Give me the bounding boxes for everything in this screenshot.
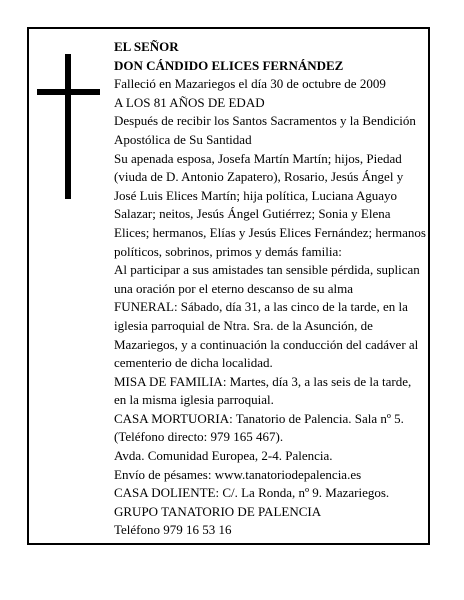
title-line-1: EL SEÑOR <box>114 39 179 54</box>
sacraments-line: Después de recibir los Santos Sacramentos y la Bendición Apostólica de Su Santidad <box>114 113 416 147</box>
funeral-info: FUNERAL: Sábado, día 31, a las cinco de la tarde, en la iglesia parroquial de Ntra. Sra. de la Asunción, de Mazariegos, y a continuación la conducción del cadáver al cementerio de dicha localidad. <box>114 299 419 371</box>
cross-vertical-bar <box>65 54 71 199</box>
family-mass-info: MISA DE FAMILIA: Martes, día 3, a las seis de la tarde, en la misma iglesia parroquial. <box>114 373 412 408</box>
age-line: A LOS 81 AÑOS DE EDAD <box>114 94 265 110</box>
funeral-home-address: Avda. Comunidad Europea, 2-4. Palencia. <box>114 448 333 464</box>
deceased-name: DON CÁNDIDO ELICES FERNÁNDEZ <box>114 57 344 73</box>
family-list: Su apenada esposa, Josefa Martín Martín; hijos, Piedad (viuda de D. Antonio Zapatero), Rosario, Jesús Ángel y José Luis Elices Martín; hija política, Luciana Aguayo Salazar; neitos, Jesús Ángel Gutiérrez; Sonia y Elena Elices; hermanos, Elías y Jesús Elices Fernández; hermanos políticos, sobrinos, primos y demás familia: <box>114 150 426 259</box>
obituary-text <box>114 38 426 540</box>
mourning-house-info: CASA DOLIENTE: C/. La Ronda, nº 9. Mazariegos. <box>114 485 390 501</box>
cross-horizontal-bar <box>37 89 100 95</box>
group-name: GRUPO TANATORIO DE PALENCIA <box>114 503 322 519</box>
cross-icon <box>37 54 100 199</box>
death-notice: Falleció en Mazariegos el día 30 de octubre de 2009 <box>114 76 386 92</box>
funeral-home-info: CASA MORTUORIA: Tanatorio de Palencia. Sala nº 5. (Teléfono directo: 979 165 467). <box>114 410 404 445</box>
condolences-info: Envío de pésames: www.tanatoriodepalencia.es <box>114 466 362 482</box>
prayer-request: Al participar a sus amistades tan sensible pérdida, suplican una oración por el eterno descanso de su alma <box>114 262 420 296</box>
phone-line: Teléfono 979 16 53 16 <box>114 522 232 538</box>
